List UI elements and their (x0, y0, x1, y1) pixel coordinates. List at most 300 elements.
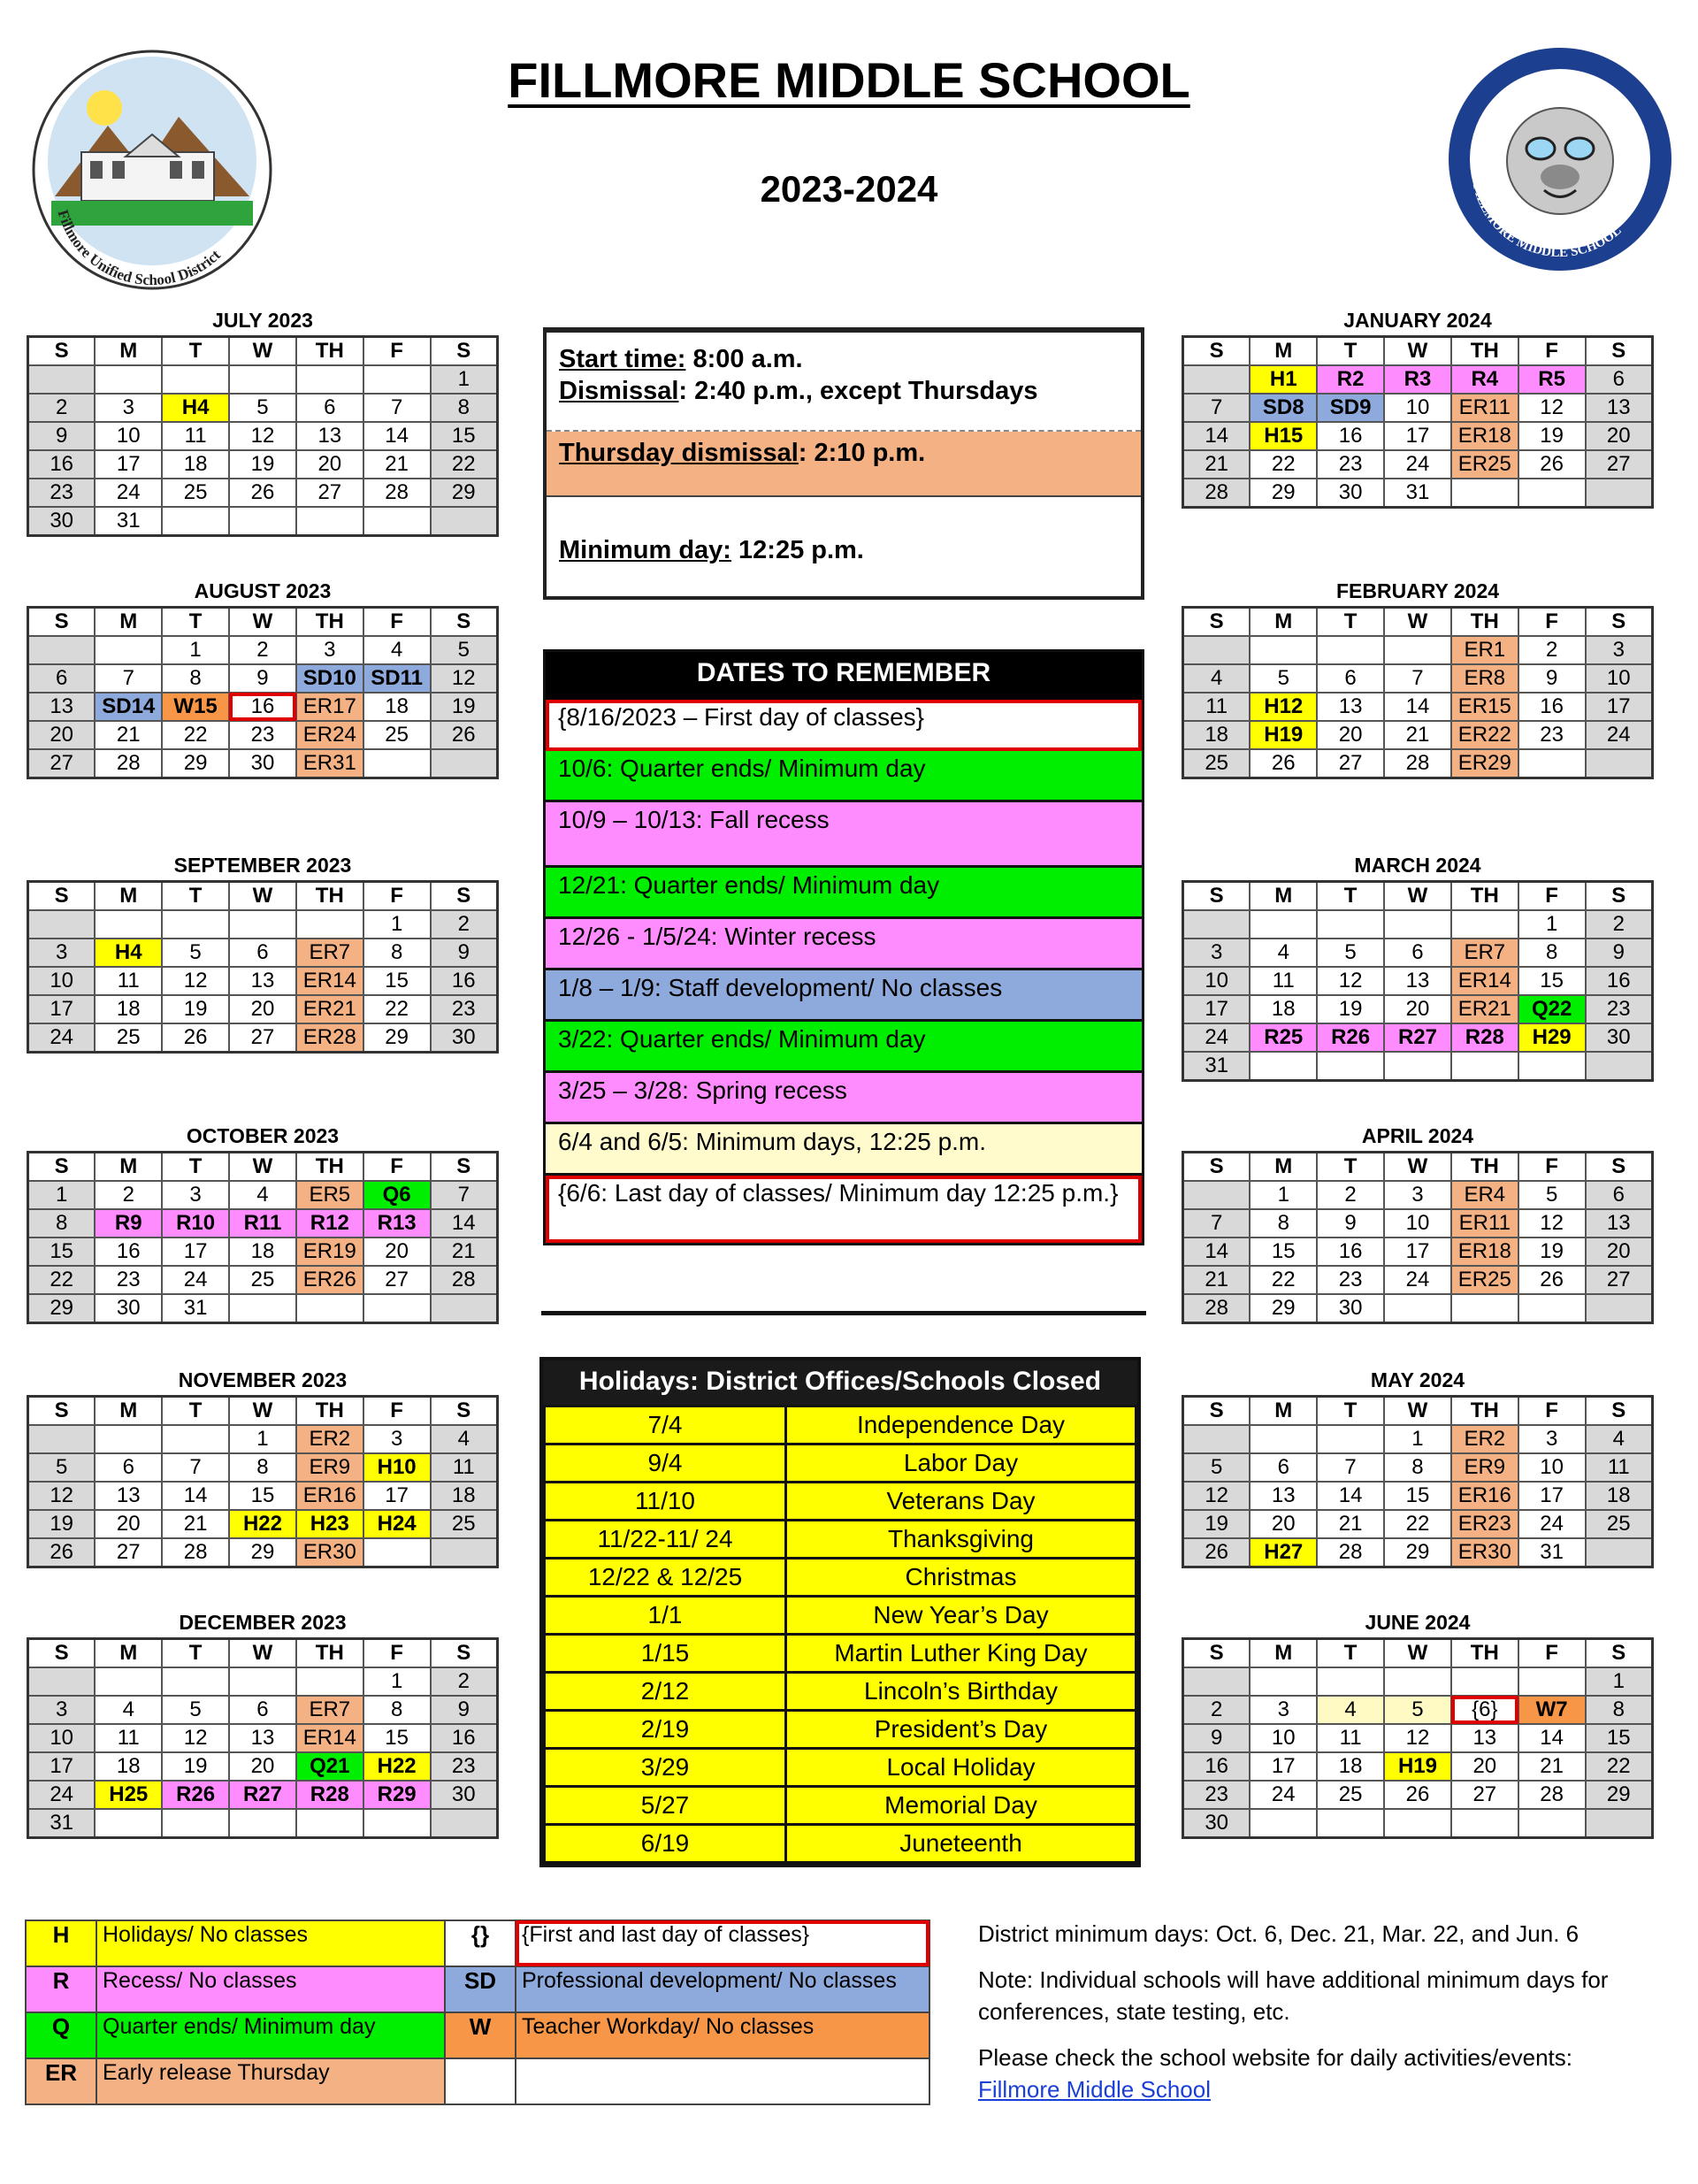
weekday-header: F (363, 1397, 431, 1426)
day-cell: 30 (1317, 479, 1384, 508)
day-cell: 3 (296, 636, 363, 664)
holiday-date: 6/19 (545, 1825, 786, 1863)
day-cell: Q6 (363, 1181, 431, 1209)
month-calendar (1182, 853, 1654, 1082)
legend-text: Professional development/ No classes (516, 1966, 929, 2012)
day-cell: 1 (363, 1667, 431, 1696)
day-cell: 1 (28, 1181, 96, 1209)
day-cell: ER26 (296, 1266, 363, 1294)
day-cell (296, 1809, 363, 1838)
weekday-header: S (1586, 882, 1653, 911)
day-cell: 23 (431, 1752, 498, 1781)
holiday-name: Martin Luther King Day (786, 1635, 1136, 1673)
holiday-row (545, 1597, 1136, 1635)
holidays-title: Holidays: District Offices/Schools Closed (543, 1360, 1137, 1405)
day-cell: 11 (1317, 1724, 1384, 1752)
start-time-label: Start time: (559, 345, 686, 373)
day-cell: ER11 (1451, 1209, 1518, 1238)
day-cell: 2 (1586, 910, 1653, 939)
weekday-header: M (1250, 1397, 1317, 1426)
holiday-name: Juneteenth (786, 1825, 1136, 1863)
holiday-row (545, 1635, 1136, 1673)
day-cell: 16 (95, 1238, 162, 1266)
day-cell: R2 (1317, 365, 1384, 394)
day-cell (95, 910, 162, 939)
day-cell: 23 (1317, 450, 1384, 479)
bulldogs-seal-logo (1445, 44, 1675, 274)
day-cell (95, 1667, 162, 1696)
day-cell: 2 (1518, 636, 1586, 664)
day-cell (28, 1425, 96, 1453)
day-cell: 1 (1250, 1181, 1317, 1209)
day-cell: 5 (1518, 1181, 1586, 1209)
holiday-date: 1/1 (545, 1597, 786, 1635)
day-cell: 3 (95, 394, 162, 422)
day-cell: 13 (229, 1724, 296, 1752)
day-cell: 27 (1586, 450, 1653, 479)
day-cell: 5 (431, 636, 498, 664)
day-cell: 5 (162, 939, 229, 967)
day-cell: ER9 (296, 1453, 363, 1482)
day-cell: 14 (1384, 693, 1451, 721)
day-cell: R26 (162, 1781, 229, 1809)
day-cell: ER24 (296, 721, 363, 749)
weekday-header: F (363, 1639, 431, 1668)
legend-text: Quarter ends/ Minimum day (96, 2012, 445, 2058)
day-cell: 9 (1317, 1209, 1384, 1238)
month-title: MARCH 2024 (1354, 854, 1481, 877)
day-cell (363, 365, 431, 394)
holiday-date: 2/19 (545, 1711, 786, 1749)
day-cell: SD8 (1250, 394, 1317, 422)
day-cell (1317, 1052, 1384, 1081)
day-cell: 31 (162, 1294, 229, 1323)
day-cell (431, 1538, 498, 1567)
day-cell: 3 (28, 1696, 96, 1724)
day-cell: 24 (1518, 1510, 1586, 1538)
weekday-header: T (162, 1397, 229, 1426)
day-cell: 18 (1250, 995, 1317, 1023)
day-cell (1451, 1294, 1518, 1323)
day-cell: ER5 (296, 1181, 363, 1209)
holiday-date: 2/12 (545, 1673, 786, 1711)
day-cell: 28 (1317, 1538, 1384, 1567)
day-cell: ER14 (1451, 967, 1518, 995)
holiday-row (545, 1521, 1136, 1559)
weekday-header: S (431, 1639, 498, 1668)
weekday-header: S (28, 1639, 96, 1668)
legend-key: R (26, 1966, 96, 2012)
day-cell: 18 (1183, 721, 1251, 749)
bulldogs-seal-top-text: BULLDOGS (1493, 65, 1581, 108)
day-cell: 24 (28, 1781, 96, 1809)
day-cell: 10 (1183, 967, 1251, 995)
month-calendar (27, 1610, 499, 1839)
day-cell: 11 (1183, 693, 1251, 721)
holiday-name: Memorial Day (786, 1787, 1136, 1825)
day-cell: 8 (1518, 939, 1586, 967)
day-cell: H10 (363, 1453, 431, 1482)
day-cell: 26 (229, 479, 296, 507)
day-cell: 5 (28, 1453, 96, 1482)
day-cell: 15 (1586, 1724, 1653, 1752)
day-cell: 18 (229, 1238, 296, 1266)
weekday-header: T (162, 882, 229, 911)
weekday-header: T (1317, 1153, 1384, 1182)
day-cell (229, 1667, 296, 1696)
weekday-header: F (363, 1153, 431, 1182)
day-cell: SD9 (1317, 394, 1384, 422)
day-cell: R25 (1250, 1023, 1317, 1052)
date-item: 3/22: Quarter ends/ Minimum day (546, 1022, 1142, 1073)
day-cell: 10 (1250, 1724, 1317, 1752)
holiday-row (545, 1559, 1136, 1597)
day-cell: 3 (1586, 636, 1653, 664)
day-cell: 22 (431, 450, 498, 479)
month-title: FEBRUARY 2024 (1335, 579, 1500, 602)
thursday-dismissal-value: : 2:10 p.m. (798, 439, 926, 467)
day-cell: 7 (431, 1181, 498, 1209)
weekday-header: TH (1451, 1639, 1518, 1668)
day-cell: 13 (28, 693, 96, 721)
holiday-name: Independence Day (786, 1406, 1136, 1445)
weekday-header: S (431, 337, 498, 366)
day-cell: 12 (229, 422, 296, 450)
weekday-header: S (28, 1153, 96, 1182)
holiday-row (545, 1825, 1136, 1863)
holiday-date: 9/4 (545, 1445, 786, 1483)
day-cell: 26 (1250, 749, 1317, 778)
weekday-header: S (431, 1397, 498, 1426)
weekday-header: M (95, 608, 162, 637)
day-cell: 9 (431, 939, 498, 967)
day-cell: 14 (1317, 1482, 1384, 1510)
dates-list (546, 700, 1142, 1243)
legend-key: H (26, 1920, 96, 1966)
day-cell: 19 (162, 995, 229, 1023)
day-cell: ER21 (1451, 995, 1518, 1023)
day-cell: 14 (1183, 422, 1251, 450)
legend-key (445, 2058, 516, 2104)
day-cell: 15 (1250, 1238, 1317, 1266)
day-cell: 1 (162, 636, 229, 664)
legend-key: ER (26, 2058, 96, 2104)
day-cell: 29 (431, 479, 498, 507)
day-cell: 23 (229, 721, 296, 749)
day-cell: 6 (296, 394, 363, 422)
day-cell: 3 (1183, 939, 1251, 967)
weekday-header: TH (1451, 1397, 1518, 1426)
weekday-header: T (162, 337, 229, 366)
day-cell: 4 (431, 1425, 498, 1453)
day-cell: 2 (229, 636, 296, 664)
day-cell: 15 (431, 422, 498, 450)
day-cell: 31 (28, 1809, 96, 1838)
start-time-value: 8:00 a.m. (685, 345, 803, 373)
day-cell: 7 (363, 394, 431, 422)
holiday-name: Lincoln’s Birthday (786, 1673, 1136, 1711)
day-cell: ER4 (1451, 1181, 1518, 1209)
day-cell: ER2 (1451, 1425, 1518, 1453)
day-cell: W15 (162, 693, 229, 721)
day-cell: 11 (431, 1453, 498, 1482)
day-cell: ER11 (1451, 394, 1518, 422)
date-item: 12/26 - 1/5/24: Winter recess (546, 919, 1142, 970)
day-cell (1586, 749, 1653, 778)
day-cell: 2 (431, 1667, 498, 1696)
thursday-dismissal-label: Thursday dismissal (559, 439, 799, 467)
date-item: {6/6: Last day of classes/ Minimum day 12:25 p.m.} (546, 1176, 1142, 1243)
day-cell: 25 (431, 1510, 498, 1538)
day-cell: 21 (95, 721, 162, 749)
day-cell: 12 (1518, 394, 1586, 422)
day-cell: 20 (296, 450, 363, 479)
day-cell: H24 (363, 1510, 431, 1538)
day-cell (296, 365, 363, 394)
day-cell (1586, 479, 1653, 508)
date-item: {8/16/2023 – First day of classes} (546, 700, 1142, 751)
day-cell: 23 (95, 1266, 162, 1294)
day-cell: R27 (229, 1781, 296, 1809)
day-cell: 16 (431, 1724, 498, 1752)
weekday-header: M (1250, 1153, 1317, 1182)
day-cell: R29 (363, 1781, 431, 1809)
day-cell (363, 1538, 431, 1567)
day-cell: 8 (162, 664, 229, 693)
day-cell: 10 (1586, 664, 1653, 693)
month-title: JANUARY 2024 (1343, 309, 1492, 332)
day-cell: 31 (95, 507, 162, 536)
day-cell (1451, 479, 1518, 508)
day-cell: 29 (229, 1538, 296, 1567)
month-title: SEPTEMBER 2023 (173, 854, 352, 877)
holiday-name: Labor Day (786, 1445, 1136, 1483)
day-cell: 16 (1183, 1752, 1251, 1781)
day-cell (363, 1294, 431, 1323)
day-cell: 4 (363, 636, 431, 664)
dismissal-label: Dismissal (559, 377, 679, 405)
day-cell (431, 1294, 498, 1323)
day-cell: 4 (1183, 664, 1251, 693)
weekday-header: M (95, 1153, 162, 1182)
weekday-header: TH (296, 608, 363, 637)
day-cell: 1 (431, 365, 498, 394)
weekday-header: TH (1451, 1153, 1518, 1182)
day-cell: 8 (28, 1209, 96, 1238)
month-calendar (27, 1368, 499, 1568)
day-cell: 20 (1317, 721, 1384, 749)
day-cell: 23 (1586, 995, 1653, 1023)
day-cell: R5 (1518, 365, 1586, 394)
day-cell: 29 (28, 1294, 96, 1323)
day-cell: 1 (363, 910, 431, 939)
weekday-header: TH (1451, 608, 1518, 637)
day-cell: H22 (229, 1510, 296, 1538)
day-cell (1451, 1052, 1518, 1081)
day-cell: 12 (28, 1482, 96, 1510)
day-cell (363, 749, 431, 778)
day-cell: 4 (1250, 939, 1317, 967)
weekday-header: W (1384, 1153, 1451, 1182)
day-cell: 8 (431, 394, 498, 422)
weekday-header: T (162, 1153, 229, 1182)
weekday-header: F (1518, 1639, 1586, 1668)
holiday-name: Thanksgiving (786, 1521, 1136, 1559)
month-title: DECEMBER 2023 (179, 1611, 347, 1634)
day-cell: 2 (28, 394, 96, 422)
day-cell: 5 (1384, 1696, 1451, 1724)
day-cell: 2 (1183, 1696, 1251, 1724)
day-cell: 26 (1518, 1266, 1586, 1294)
day-cell (1384, 1294, 1451, 1323)
day-cell: 20 (229, 1752, 296, 1781)
day-cell (296, 910, 363, 939)
day-cell (229, 507, 296, 536)
day-cell: 23 (1183, 1781, 1251, 1809)
day-cell: H1 (1250, 365, 1317, 394)
day-cell: 9 (229, 664, 296, 693)
day-cell: 17 (1518, 1482, 1586, 1510)
day-cell: ER9 (1451, 1453, 1518, 1482)
day-cell: 25 (1317, 1781, 1384, 1809)
weekday-header: W (229, 1397, 296, 1426)
day-cell: 19 (431, 693, 498, 721)
weekday-header: W (1384, 337, 1451, 366)
day-cell (1384, 1809, 1451, 1838)
weekday-header: T (1317, 337, 1384, 366)
weekday-header: W (229, 1639, 296, 1668)
day-cell: 13 (296, 422, 363, 450)
day-cell (1183, 1181, 1251, 1209)
day-cell: ER29 (1451, 749, 1518, 778)
day-cell: 3 (1250, 1696, 1317, 1724)
day-cell: 13 (1451, 1724, 1518, 1752)
month-title: JULY 2023 (212, 309, 313, 332)
holidays-table (539, 1357, 1141, 1867)
weekday-header: M (1250, 1639, 1317, 1668)
day-cell: ER7 (296, 939, 363, 967)
day-cell: 21 (1384, 721, 1451, 749)
day-cell: 24 (1384, 450, 1451, 479)
legend-row (26, 2058, 929, 2104)
day-cell: ER15 (1451, 693, 1518, 721)
day-cell: 7 (95, 664, 162, 693)
day-cell: 25 (1183, 749, 1251, 778)
day-cell: H19 (1384, 1752, 1451, 1781)
day-cell: 22 (1384, 1510, 1451, 1538)
day-cell: 6 (95, 1453, 162, 1482)
day-cell (1518, 1667, 1586, 1696)
weekday-header: TH (296, 337, 363, 366)
weekday-header: M (95, 337, 162, 366)
day-cell: 26 (431, 721, 498, 749)
day-cell: 16 (28, 450, 96, 479)
day-cell: 25 (1586, 1510, 1653, 1538)
day-cell: 17 (1586, 693, 1653, 721)
day-cell (28, 636, 96, 664)
day-cell: 18 (95, 1752, 162, 1781)
legend-text: Holidays/ No classes (96, 1920, 445, 1966)
holiday-name: President’s Day (786, 1711, 1136, 1749)
weekday-header: W (1384, 1397, 1451, 1426)
day-cell: R27 (1384, 1023, 1451, 1052)
weekday-header: T (1317, 1397, 1384, 1426)
day-cell: Q21 (296, 1752, 363, 1781)
day-cell: 8 (1250, 1209, 1317, 1238)
weekday-header: S (28, 608, 96, 637)
month-calendar (27, 308, 499, 537)
day-cell (1451, 1667, 1518, 1696)
weekday-header: S (1183, 1639, 1251, 1668)
day-cell: 19 (1183, 1510, 1251, 1538)
day-cell: 28 (162, 1538, 229, 1567)
day-cell: 20 (28, 721, 96, 749)
holiday-row (545, 1673, 1136, 1711)
day-cell: 25 (162, 479, 229, 507)
day-cell: 12 (1183, 1482, 1251, 1510)
day-cell (431, 507, 498, 536)
day-cell: 17 (1183, 995, 1251, 1023)
date-item: 6/4 and 6/5: Minimum days, 12:25 p.m. (546, 1124, 1142, 1176)
dismissal-value: : 2:40 p.m., except Thursdays (678, 377, 1038, 405)
day-cell: 28 (1183, 479, 1251, 508)
weekday-header: S (431, 882, 498, 911)
weekday-header: TH (296, 882, 363, 911)
holiday-name: Local Holiday (786, 1749, 1136, 1787)
day-cell: 12 (1384, 1724, 1451, 1752)
day-cell: 9 (28, 422, 96, 450)
day-cell: 24 (162, 1266, 229, 1294)
day-cell (1518, 749, 1586, 778)
weekday-header: F (1518, 1397, 1586, 1426)
day-cell: 24 (95, 479, 162, 507)
day-cell: R4 (1451, 365, 1518, 394)
day-cell: 19 (1518, 422, 1586, 450)
day-cell: 20 (1451, 1752, 1518, 1781)
weekday-header: T (162, 1639, 229, 1668)
day-cell: 18 (431, 1482, 498, 1510)
day-cell: 5 (162, 1696, 229, 1724)
day-cell (296, 1294, 363, 1323)
day-cell: 14 (162, 1482, 229, 1510)
day-cell: 14 (1518, 1724, 1586, 1752)
holidays-body (545, 1406, 1136, 1863)
day-cell: 28 (1183, 1294, 1251, 1323)
day-cell: 16 (1317, 422, 1384, 450)
school-website-link[interactable]: Fillmore Middle School (978, 2076, 1211, 2103)
weekday-header: F (1518, 608, 1586, 637)
day-cell: 16 (1518, 693, 1586, 721)
day-cell: 2 (431, 910, 498, 939)
district-seal-logo (28, 46, 276, 294)
day-cell: 8 (1586, 1696, 1653, 1724)
day-cell: 18 (95, 995, 162, 1023)
day-cell: ER28 (296, 1023, 363, 1053)
day-cell: 23 (431, 995, 498, 1023)
day-cell: 19 (229, 450, 296, 479)
day-cell: 7 (1317, 1453, 1384, 1482)
day-cell: {6} (1451, 1696, 1518, 1724)
day-cell: 21 (1317, 1510, 1384, 1538)
holiday-date: 3/29 (545, 1749, 786, 1787)
day-cell: ER30 (296, 1538, 363, 1567)
day-cell: 7 (1183, 394, 1251, 422)
month-calendar (27, 579, 499, 779)
weekday-header: W (1384, 1639, 1451, 1668)
holiday-row (545, 1749, 1136, 1787)
day-cell: 20 (95, 1510, 162, 1538)
day-cell: 9 (1183, 1724, 1251, 1752)
